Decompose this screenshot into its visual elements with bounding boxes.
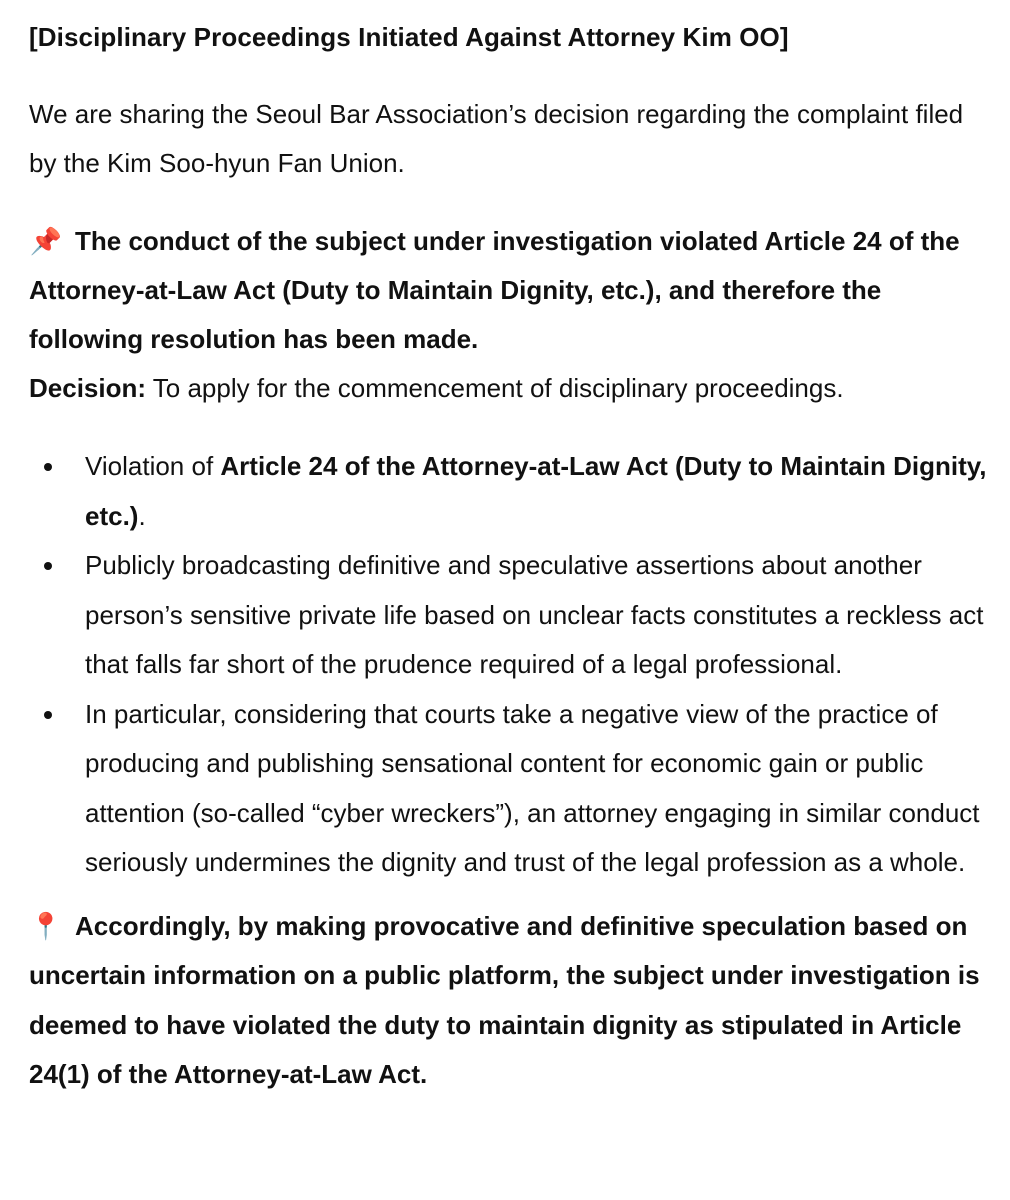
- document-title: [Disciplinary Proceedings Initiated Against Attorney Kim OO]: [29, 22, 789, 52]
- list-item: [29, 690, 992, 888]
- conclusion-text: Accordingly, by making provocative and definitive speculation based on uncertain information on a public platform, the subject under investigation is deemed to have violated the duty to maintain dignity as stipulated in Article 24(1) of the Attorney-at-Law Act.: [29, 910, 980, 1089]
- list-item-bold: Article 24 of the Attorney-at-Law Act (Duty to Maintain Dignity, etc.): [85, 451, 987, 531]
- bullet-icon: [44, 562, 52, 570]
- list-item-suffix: .: [138, 500, 146, 531]
- list-item-prefix: Violation of: [85, 451, 221, 481]
- intro-paragraph: We are sharing the Seoul Bar Association’s decision regarding the complaint filed by the Kim Soo-hyun Fan Union.: [29, 99, 964, 178]
- bullet-icon: [44, 711, 52, 719]
- resolution-paragraph: [29, 217, 992, 364]
- list-item: [29, 442, 992, 541]
- list-item-text: Publicly broadcasting definitive and speculative assertions about another person’s sensitive private life based on unclear facts constitutes a reckless act that falls far short of the prudence required of a legal professional.: [85, 550, 984, 679]
- list-item: [29, 541, 992, 690]
- resolution-text: The conduct of the subject under investigation violated Article 24 of the Attorney-at-Law Act (Duty to Maintain Dignity, etc.), and therefore the following resolution has been made.: [29, 226, 960, 354]
- list-item-text: In particular, considering that courts take a negative view of the practice of producing and publishing sensational content for economic gain or public attention (so-called “cyber wreckers”), an attorney engaging in similar conduct seriously undermines the dignity and trust of the legal profession as a whole.: [85, 698, 980, 877]
- findings-list: [29, 442, 992, 888]
- decision-label: Decision:: [29, 373, 147, 403]
- bullet-icon: [44, 463, 52, 471]
- decision-line: [29, 364, 992, 413]
- pushpin-icon: 📌: [29, 226, 63, 256]
- decision-text: To apply for the commencement of disciplinary proceedings.: [146, 373, 844, 403]
- conclusion-paragraph: [29, 902, 992, 1100]
- round-pushpin-icon: 📍: [29, 910, 63, 941]
